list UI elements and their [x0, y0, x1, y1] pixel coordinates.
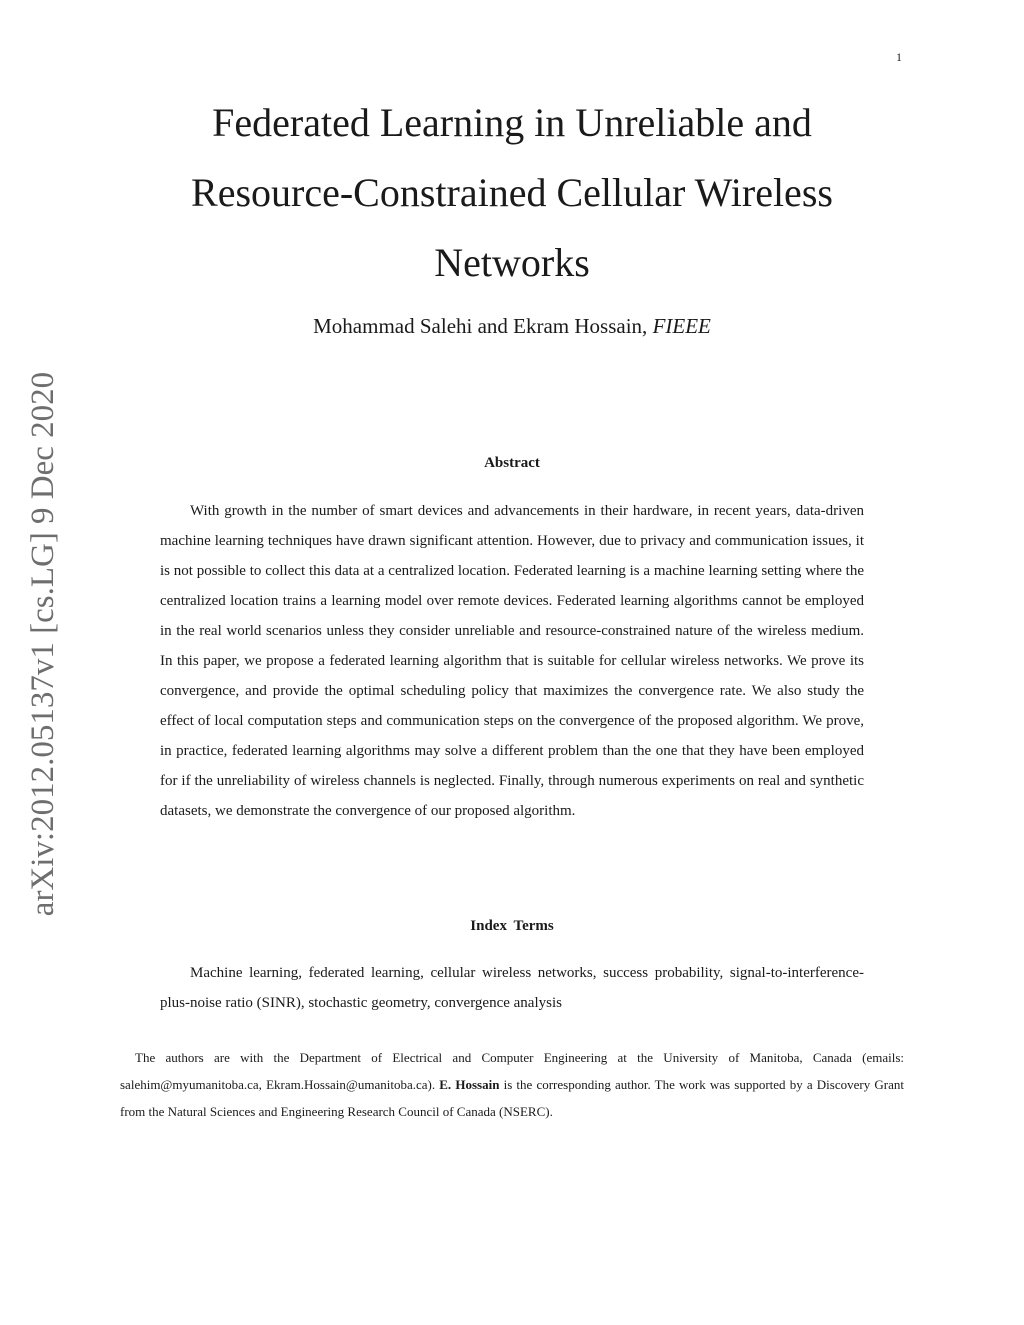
abstract-heading: Abstract: [484, 455, 540, 471]
author-affiliation: FIEEE: [652, 314, 711, 338]
author-footnote: [120, 1044, 904, 1125]
footnote-text: The authors are with the Department of Electrical and Computer Engineering at the University of Manitoba, Canada (emails: salehim@myumanitoba.ca, Ekram.Hossain@umanitoba.ca).: [120, 1050, 904, 1092]
author-line: [112, 314, 912, 339]
title-line: Federated Learning in Unreliable and: [212, 100, 812, 145]
paper-title: [112, 88, 912, 298]
corresponding-author: E. Hossain: [439, 1077, 500, 1092]
index-terms-heading: Index Terms: [470, 918, 554, 934]
abstract-body: With growth in the number of smart devices and advancements in their hardware, in recent years, data-driven machine learning techniques have drawn significant attention. However, due to privacy and communication issues, it is not possible to collect this data at a centralized location. Federated learning is a machine learning setting where the centralized location trains a learning model over remote devices. Federated learning algorithms cannot be employed in the real world scenarios unless they consider unreliable and resource-constrained nature of the wireless medium. In this paper, we propose a federated learning algorithm that is suitable for cellular wireless networks. We prove its convergence, and provide the optimal scheduling policy that maximizes the convergence rate. We also study the effect of local computation steps and communication steps on the convergence of the proposed algorithm. We prove, in practice, federated learning algorithms may solve a different problem than the one that they have been employed for if the unreliability of wireless channels is neglected. Finally, through numerous experiments on real and synthetic datasets, we demonstrate the convergence of our proposed algorithm.: [160, 503, 864, 819]
title-line: Resource-Constrained Cellular Wireless: [191, 170, 833, 215]
index-terms-body: Machine learning, federated learning, cellular wireless networks, success probability, signal-to-interference-plus-noise ratio (SINR), stochastic geometry, convergence analysis: [160, 965, 864, 1011]
footnote-text-end: is the corresponding author. The work was supported by a Discovery Grant from the Natural Sciences and Engineering Research Council of Canada (NSERC).: [120, 1077, 904, 1119]
arxiv-identifier-stamp: arXiv:2012.05137v1 [cs.LG] 9 Dec 2020: [25, 371, 61, 917]
page-number: 1: [896, 50, 902, 64]
author-names: Mohammad Salehi and Ekram Hossain,: [313, 314, 653, 338]
title-line: Networks: [434, 240, 590, 285]
